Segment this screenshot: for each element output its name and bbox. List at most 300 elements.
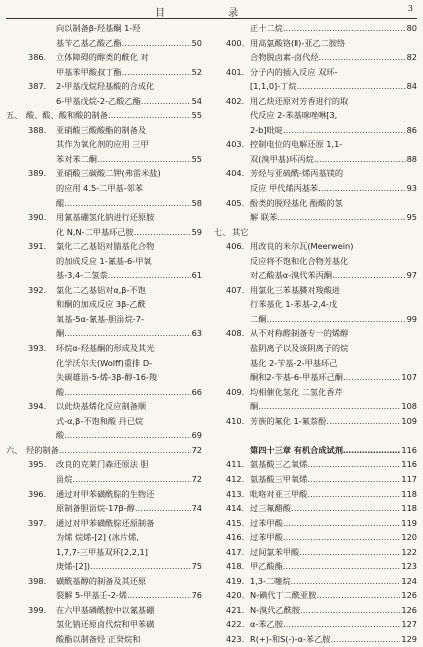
entry-title: 苯对苯二酮 [56, 153, 97, 164]
entry-text [26, 108, 202, 123]
entry-title: 和酮的加成反应 3β-乙酰 [56, 299, 146, 310]
entry-number: 422. [226, 619, 245, 630]
toc-line [6, 356, 202, 371]
entry-text [56, 487, 202, 502]
entry-page: 54 [191, 94, 202, 109]
page-number: 3 [407, 4, 413, 13]
entry-page: 116 [400, 457, 417, 472]
entry-number: 420. [226, 590, 245, 601]
entry-text [250, 457, 417, 472]
entry-title: 氯化二乙基铝对腈基化合物 [56, 241, 155, 252]
toc-line [214, 399, 417, 414]
toc-line [214, 181, 417, 196]
entry-title: 双(溴甲基)环丙烷 [250, 153, 314, 164]
entry-text [250, 36, 417, 51]
entry-number: 409. [226, 386, 245, 397]
entry-text [250, 196, 417, 211]
entry-title: 第四十三章 有机合成试剂 [250, 444, 343, 455]
entry-number: 388. [28, 124, 47, 135]
toc-line [6, 166, 202, 181]
toc-line [214, 574, 417, 589]
entry-title: 亚硝酸三碳酸二钾(弗雷米盐) [56, 168, 161, 179]
entry-number: 412. [226, 473, 245, 484]
toc-line [6, 487, 202, 502]
entry-text [250, 312, 417, 327]
entry-page: 129 [400, 632, 417, 647]
entry-text [56, 36, 202, 51]
entry-text [250, 356, 417, 371]
toc-line [6, 399, 202, 414]
toc-line [6, 283, 202, 298]
entry-text [56, 632, 202, 647]
entry-text [56, 617, 202, 632]
entry-number: 七、 [214, 226, 231, 237]
entry-text [56, 545, 202, 560]
entry-title: 改良的克莱门森还原法 胆 [56, 459, 149, 470]
toc-line [6, 617, 202, 632]
entry-title: 酚类的脱羟基化 酚酸的氢 [250, 197, 343, 208]
entry-text [56, 268, 202, 283]
toc-line [6, 632, 202, 647]
entry-text [250, 94, 417, 109]
entry-number: 414. [226, 503, 245, 514]
toc-line [214, 501, 417, 516]
entry-page: 107 [400, 370, 417, 385]
toc-line [6, 516, 202, 531]
entry-text [250, 370, 417, 385]
entry-text [250, 268, 417, 283]
entry-number: 396. [28, 488, 47, 499]
entry-text [56, 297, 202, 312]
toc-line [214, 166, 417, 181]
entry-title: 酮 [56, 328, 65, 339]
entry-title: 磺酰基醇的制备及其还原 [56, 575, 147, 586]
entry-page: 117 [400, 472, 417, 487]
entry-text [250, 297, 417, 312]
entry-text [250, 574, 417, 589]
page-header [0, 4, 423, 18]
entry-page: 52 [191, 65, 202, 80]
toc-line [214, 65, 417, 80]
entry-page: 97 [406, 268, 417, 283]
entry-title: 过三氟醋酸 [250, 503, 291, 514]
toc-line [214, 312, 417, 327]
entry-text [250, 443, 417, 458]
entry-number: 399. [28, 604, 47, 615]
toc-line [6, 326, 202, 341]
entry-page: 58 [191, 196, 202, 211]
entry-page: 84 [406, 79, 417, 94]
entry-title: 的加成反应 1-氰基-6-甲氧 [56, 255, 152, 266]
entry-number: 419. [226, 575, 245, 586]
entry-number: 392. [28, 284, 47, 295]
toc-line [6, 94, 202, 109]
entry-text [56, 239, 202, 254]
entry-number: 390. [28, 212, 47, 223]
entry-text [250, 210, 417, 225]
entry-text [250, 50, 417, 65]
entry-title: 氨基酸三乙氧烯 [250, 459, 308, 470]
entry-title: 芳烃与亚硫酰-烯丙基镁的 [250, 168, 344, 179]
entry-title: 均相催化氢化 二氢化香芹 [250, 386, 343, 397]
entry-title: 正十二烷 [250, 23, 283, 33]
toc-line [6, 603, 202, 618]
entry-text [250, 108, 417, 123]
toc-line [214, 152, 417, 167]
toc-line [214, 79, 417, 94]
entry-title: 为烯 烷烯-[2] (冰片烯, [56, 532, 139, 543]
toc-line [6, 79, 202, 94]
entry-page: 76 [191, 588, 202, 603]
entry-title: 用改良的米尔瓦(Meerwein) [250, 241, 354, 252]
header-title-left: 目 [155, 8, 165, 19]
toc-line [214, 50, 417, 65]
entry-text [26, 443, 202, 458]
entry-text [250, 283, 417, 298]
entry-title: 原制备胆甾烷-17β-醇 [56, 503, 135, 514]
entry-title: 以此炔基烯化反应制备顺 [56, 401, 147, 412]
entry-page: 119 [400, 516, 417, 531]
entry-text [56, 516, 202, 531]
entry-page: 88 [406, 152, 417, 167]
header-title-right: 录 [228, 8, 238, 19]
entry-title: 甲乙酸酯 [250, 561, 283, 572]
entry-text [250, 65, 417, 80]
entry-number: 411. [226, 459, 245, 470]
section-heading [6, 443, 202, 458]
toc-line [214, 530, 417, 545]
entry-number: 421. [226, 604, 245, 615]
entry-title: 分子内的插入反应 双环- [250, 66, 338, 77]
section-heading [214, 225, 417, 240]
entry-text [56, 559, 202, 574]
entry-text [250, 603, 417, 618]
entry-text [232, 225, 417, 240]
entry-title: 合物脱卤素-卤代烃 [250, 52, 319, 63]
entry-title: 立体障碍的醇类的酰化 对 [56, 52, 149, 63]
entry-title: R(+)-和S(-)-α-苯乙胺 [250, 633, 331, 644]
entry-text [56, 588, 202, 603]
entry-text [56, 254, 202, 269]
toc-line [6, 254, 202, 269]
entry-text [250, 414, 417, 429]
toc-line [214, 196, 417, 211]
toc-line [214, 297, 417, 312]
toc-line [214, 559, 417, 574]
entry-page: 126 [400, 603, 417, 618]
entry-title: 基苄乙基乙酸乙酯 [56, 37, 122, 48]
entry-title: 用氰基硼氢化钠进行还原胺 [56, 212, 155, 223]
entry-text [56, 181, 202, 196]
entry-title: 酸、酸、酸和酸的制备 [26, 110, 108, 121]
entry-title: 反应 甲代烯丙基苯 [250, 183, 319, 194]
entry-page: 126 [400, 588, 417, 603]
entry-text [56, 210, 202, 225]
entry-text [56, 312, 202, 327]
entry-number: 416. [226, 532, 245, 543]
entry-page: 74 [191, 501, 202, 516]
toc-line [6, 530, 202, 545]
toc-line [6, 123, 202, 138]
entry-text [56, 530, 202, 545]
toc-line [6, 370, 202, 385]
entry-title: 其作为氧化剂的应用 三甲 [56, 139, 149, 150]
entry-text [56, 501, 202, 516]
entry-number: 408. [226, 328, 245, 339]
toc-line [6, 181, 202, 196]
entry-number: 397. [28, 517, 47, 528]
entry-title: 2-甲基戊烷羟基酸的合成化 [56, 81, 155, 92]
toc-line [6, 414, 202, 429]
entry-text [56, 123, 202, 138]
entry-text [250, 632, 417, 647]
toc-line [214, 326, 417, 341]
entry-page: 99 [406, 312, 417, 327]
entry-text [250, 239, 417, 254]
toc-line [6, 385, 202, 400]
toc-line [6, 588, 202, 603]
entry-number: 401. [226, 66, 245, 77]
toc-line [214, 385, 417, 400]
entry-page: 124 [400, 574, 417, 589]
toc-line [6, 457, 202, 472]
entry-number: 423. [226, 633, 245, 644]
toc-line [214, 617, 417, 632]
entry-number: 418. [226, 561, 245, 572]
entry-page: 69 [191, 428, 202, 443]
entry-title: 氯化二乙基铝对α,β-不饱 [56, 284, 146, 295]
entry-title: 酸酯以制备烃 正癸烷和 [56, 633, 141, 644]
entry-title: N-溴代乙酰胺 [250, 604, 301, 615]
entry-title: 甲基苯甲酸叔丁酯 [56, 66, 122, 77]
entry-title: 代反应 2-苯基咪唑啉[3, [250, 110, 338, 121]
toc-line [6, 137, 202, 152]
entry-title: 向以制备β-羟基酮 1-羟 [56, 23, 141, 33]
entry-text [56, 196, 202, 211]
entry-title: 通过对甲苯磺酰腙还原制备 [56, 517, 155, 528]
entry-page: 108 [400, 399, 417, 414]
entry-title: α-苯乙胺 [250, 619, 283, 630]
toc-line [6, 196, 202, 211]
entry-text [250, 137, 417, 152]
entry-text [250, 516, 417, 531]
entry-page: 118 [400, 501, 417, 516]
entry-title: 基化 2-苄基-2-甲基环己 [250, 357, 338, 368]
toc-line [214, 268, 417, 283]
toc-line [214, 254, 417, 269]
entry-text [56, 603, 202, 618]
toc-line [6, 210, 202, 225]
entry-page: 72 [191, 443, 202, 458]
entry-title: 甾烷 [56, 473, 73, 484]
header-rule [6, 18, 417, 19]
entry-title: [1,1,0]-丁烷 [250, 81, 297, 92]
right-column [214, 21, 417, 647]
entry-text [250, 181, 417, 196]
entry-text [250, 123, 417, 138]
toc-line [214, 94, 417, 109]
entry-number: 404. [226, 168, 245, 179]
section-heading [6, 108, 202, 123]
toc-line [214, 588, 417, 603]
entry-title: 吡咯对亚三甲酸 [250, 488, 308, 499]
entry-text [56, 65, 202, 80]
entry-title: 环烷α-羟基酮的形成及其光 [56, 343, 155, 354]
entry-number: 五、 [6, 110, 23, 121]
entry-text [250, 617, 417, 632]
entry-text [56, 356, 202, 371]
entry-title: 控制电位的电解还原 1,1- [250, 139, 343, 150]
entry-text [56, 152, 202, 167]
entry-text [250, 341, 417, 356]
entry-text [250, 254, 417, 269]
entry-title: 对乙酸基α-溴代苯丙酮 [250, 270, 333, 281]
toc-line [214, 632, 417, 647]
entry-number: 402. [226, 95, 245, 106]
entry-page: 55 [191, 108, 202, 123]
entry-page: 109 [400, 414, 417, 429]
entry-title: 1,3-二噻烷 [250, 575, 291, 586]
entry-title: 酮和2-苄基-6-甲基环己酮 [250, 372, 343, 383]
entry-number: 393. [28, 343, 47, 354]
entry-title: 过苯甲酸 [250, 517, 283, 528]
entry-page: 120 [400, 530, 417, 545]
toc-line [214, 603, 417, 618]
entry-text [56, 166, 202, 181]
entry-title: 化 N,N-二甲基环己胺 [56, 226, 134, 237]
entry-number: 386. [28, 52, 47, 63]
toc-line [214, 356, 417, 371]
toc-line [214, 457, 417, 472]
toc-line [6, 341, 202, 356]
entry-text [250, 166, 417, 181]
entry-title: 庚烯-[2]) [56, 561, 91, 572]
toc-line [214, 414, 417, 429]
entry-title: 氨基酸三甲氧烯 [250, 473, 308, 484]
entry-title: 式-α,β-不饱和酸 丹已烷 [56, 415, 144, 426]
entry-text [56, 21, 202, 36]
entry-page: 66 [191, 385, 202, 400]
entry-text [250, 559, 417, 574]
toc-line [214, 36, 417, 51]
entry-title: 过苯甲酸 [250, 532, 283, 543]
toc-line [6, 428, 202, 443]
left-column [6, 21, 202, 647]
entry-title: 裂解 5-甲基壬-2-烯 [56, 590, 128, 601]
entry-title: 在六甲基磷酰胺中以氰基硼 [56, 604, 155, 615]
toc-line [6, 65, 202, 80]
entry-text [56, 370, 202, 385]
entry-title: 盐阴离子以及该阴离子的烷 [250, 343, 349, 354]
toc-line [6, 268, 202, 283]
entry-text [250, 545, 417, 560]
entry-text [56, 574, 202, 589]
toc-line [214, 341, 417, 356]
entry-page: 118 [400, 487, 417, 502]
entry-number: 六、 [6, 444, 23, 455]
entry-text [56, 283, 202, 298]
entry-title: 反应将不饱和化合物芳基化 [250, 255, 349, 266]
entry-page: 127 [400, 617, 417, 632]
entry-number: 413. [226, 488, 245, 499]
entry-page: 86 [406, 123, 417, 138]
entry-title: 芳族的氟化 1-氟萘酚 [250, 415, 327, 426]
toc-line [6, 21, 202, 36]
entry-number: 417. [226, 546, 245, 557]
toc-line [6, 501, 202, 516]
toc-line [214, 123, 417, 138]
toc-line [214, 210, 417, 225]
entry-page: 55 [191, 152, 202, 167]
entry-page: 61 [191, 268, 202, 283]
entry-title: 从不对称醛制备专一的烯醇 [250, 328, 349, 339]
entry-title: 1,7,7-三甲基双环[2,2,1] [56, 546, 148, 557]
toc-line [214, 545, 417, 560]
entry-text [250, 79, 417, 94]
entry-page: 59 [191, 225, 202, 240]
entry-text [250, 21, 417, 36]
entry-title: 酮 [250, 401, 259, 412]
toc-line [6, 574, 202, 589]
entry-text [250, 530, 417, 545]
entry-number: 398. [28, 575, 47, 586]
entry-number: 387. [28, 81, 47, 92]
entry-text [56, 341, 202, 356]
entry-title: 氧基-5α-氰基-胆甾烷-7- [56, 313, 144, 324]
chapter-heading [214, 443, 417, 458]
toc-line [6, 225, 202, 240]
entry-title: 过间氯苯甲酸 [250, 546, 300, 557]
toc-line [6, 36, 202, 51]
toc-line [214, 487, 417, 502]
entry-number: 389. [28, 168, 47, 179]
entry-title: 失碳雄甾-5-烯-3β-醇-16-羧 [56, 372, 158, 383]
toc-line [214, 21, 417, 36]
entry-text [56, 326, 202, 341]
entry-title: 行苯基化 1-苯基-2,4-戊 [250, 299, 338, 310]
entry-title: 2-b]吡啶 [250, 124, 283, 135]
entry-title: 化学沃尔夫(Wolff)重排 D- [56, 357, 153, 368]
entry-title: 用乙炔还原对芳香进行的取 [250, 95, 349, 106]
entry-number: 395. [28, 459, 47, 470]
entry-page: 122 [400, 545, 417, 560]
entry-text [250, 385, 417, 400]
toc-line [214, 370, 417, 385]
entry-number: 394. [28, 401, 47, 412]
entry-number: 406. [226, 241, 245, 252]
entry-text [56, 50, 202, 65]
toc-line [6, 312, 202, 327]
entry-title: 用高氯酸铬(Ⅱ)-亚乙二胺络 [250, 37, 346, 48]
entry-title: 通过对甲苯磺酰腙的生物还 [56, 488, 155, 499]
entry-number: 403. [226, 139, 245, 150]
entry-number: 410. [226, 415, 245, 426]
entry-title: 其它 [232, 226, 249, 237]
entry-text [250, 588, 417, 603]
entry-title: 用氯化三苯基膦对羧酸进 [250, 284, 341, 295]
entry-text [250, 152, 417, 167]
toc-line [6, 50, 202, 65]
entry-number: 407. [226, 284, 245, 295]
entry-title: 解 联苯 [250, 212, 278, 223]
toc-line [214, 108, 417, 123]
entry-number: 405. [226, 197, 245, 208]
toc-line [214, 516, 417, 531]
entry-page: 63 [191, 326, 202, 341]
entry-text [56, 428, 202, 443]
toc-line [6, 545, 202, 560]
toc-line [6, 297, 202, 312]
